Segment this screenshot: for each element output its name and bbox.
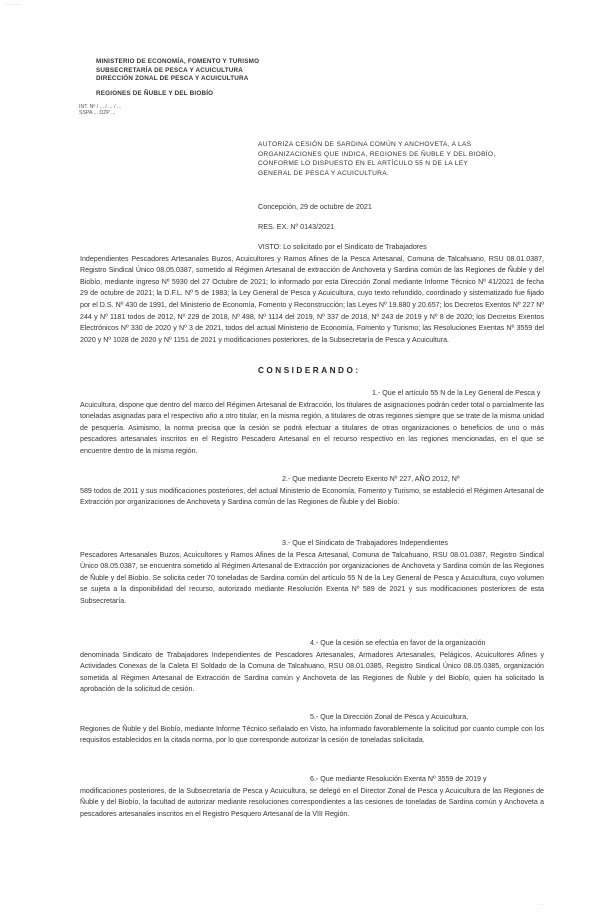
page-number: · ·· · (538, 902, 547, 907)
considerando-1 (80, 388, 544, 455)
considerando-5 (80, 712, 544, 758)
visto-paragraph (80, 242, 544, 344)
resolution-date: Concepción, 29 de octubre de 2021 (258, 202, 372, 211)
header-direccion: DIRECCIÓN ZONAL DE PESCA Y ACUICULTURA (96, 75, 249, 83)
header-reference-line-2: SSPA ... DZP ... (79, 110, 116, 117)
resolution-number: RES. EX. Nº 0143/2021 (258, 222, 335, 231)
considerando-3 (80, 538, 544, 618)
title-line: GENERAL DE PESCA Y ACUICULTURA. (258, 169, 390, 177)
considerando-6 (80, 774, 544, 822)
considerando-lead: 2.- Que mediante Decreto Exento Nº 227, AÑO 2012, Nº (282, 475, 460, 483)
considerando-body: 589 todos de 2011 y sus modificaciones posteriores, del actual Ministerio de Economía, Fomento y Turismo, se estableció el Régimen Artesanal de Extracción por organizaciones de Anchoveta y Sardina común de las Regiones de Ñuble y del Biobío. (80, 486, 544, 507)
considerando-lead: 4.- Que la cesión se efectúa en favor de la organización (310, 639, 486, 647)
document-header (96, 58, 306, 98)
considerando-lead: 5.- Que la Dirección Zonal de Pesca y Acuicultura, (310, 713, 469, 721)
considerando-4 (80, 638, 544, 694)
visto-body: Independientes Pescadores Artesanales Buzos, Acuicultores y Ramos Afines de la Pesca Artesanal, Comuna de Talcahuano, RSU 08.01.0387, Registro Sindical Único 08.05.0387, sometido al Régimen Artesanal de extracción de Anchoveta y Sardina común de las Regiones de Ñuble y del Biobío, mediante ingreso Nº 5930 del 27 Octubre de 2021; lo informado por esta Dirección Zonal mediante Informe Técnico Nº 41/2021 de fecha 29 de octubre de 2021; la D.F.L. Nº 5 de 1983; la Ley General de Pesca y Acuicultura, cuyo texto refundido, coordinado y sistematizado fue fijado por el D.S. Nº 430 de 1991, del Ministerio de Economía, Fomento y Reconstrucción; las Leyes Nº 19.880 y 20.657; los Decretos Exentos Nº 227 Nº 244 y Nº 1181 todos de 2012, Nº 229 de 2018, Nº 498, Nº 1114 del 2019, Nº 337 de 2018, Nº 243 de 2019 y Nº 8 de 2020; los Decretos Exentos Electrónicos Nº 330 de 2020 y Nº 3 de 2021, todos del actual Ministerio de Economía, Fomento y Turismo; las Resoluciones Exentas Nº 3559 del 2020 y Nº 1028 de 2020 y Nº 1151 de 2021 y modificaciones posteriores, de la Subsecretaría de Pesca y Acuicultura. (80, 254, 544, 344)
header-subsecretaria: SUBSECRETARÍA DE PESCA Y ACUICULTURA (96, 66, 244, 74)
visto-lead: VISTO: Lo solicitado por el Sindicato de Trabajadores (258, 243, 427, 251)
header-ministry: MINISTERIO DE ECONOMÍA, FOMENTO Y TURISMO (96, 58, 260, 65)
considerando-lead: 3.- Que el Sindicato de Trabajadores Independientes (282, 539, 449, 547)
considerando-2 (80, 474, 544, 520)
header-regions: REGIONES DE ÑUBLE Y DEL BIOBÍO (96, 89, 214, 97)
resolution-title (258, 140, 548, 178)
title-line: CONFORME LO DISPUESTO EN EL ARTÍCULO 55 N DE LA LEY (258, 160, 469, 168)
corner-mark: ·· ··· ·· ·· (4, 2, 22, 7)
considerando-heading: CONSIDERANDO: (258, 366, 361, 375)
considerando-body: Regiones de Ñuble y del Biobío, mediante Informe Técnico señalado en Visto, ha informado favorablemente la solicitud por cuanto cumple con los requisitos establecidos en la citada norma, por lo que corresponde autorizar la cesión de toneladas solicitada. (80, 724, 544, 745)
title-line: AUTORIZA CESIÓN DE SARDINA COMÚN Y ANCHOVETA, A LAS (258, 141, 472, 148)
considerando-body: denominada Sindicato de Trabajadores Independientes de Pescadores Artesanales, Armadores Artesanales, Pelágicos, Acuicultores Afines y Actividades Conexas de la Caleta El Soldado de la Comuna de Talcahuano, RSU 08.01.0385, Registro Sindical Único 08.05.0385, organización sometida al Régimen Artesanal de Extracción de Sardina común y Anchoveta de las Regiones de Ñuble y del Biobío, quien ha solicitado la aprobación de la solicitud de cesión. (80, 650, 544, 694)
considerando-lead: 6.- Que mediante Resolución Exenta Nº 3559 de 2019 y (310, 775, 487, 783)
header-reference-block (79, 104, 319, 116)
considerando-lead: 1.- Que el artículo 55 N de la Ley General de Pesca y (372, 389, 541, 397)
considerando-body: Pescadores Artesanales Buzos, Acuicultores y Ramos Afines de la Pesca Artesanal, Comuna de Talcahuano, RSU 08.01.0387, Registro Sindical Único 08.05.0387, se encuentra sometido al Régimen Artesanal de Extracción por organizaciones de Anchoveta y Sardina común de las Regiones de Ñuble y del Biobío. Se solicita ceder 70 toneladas de Sardina común del artículo 55 N de la Ley General de Pesca y Acuicultura, cuyo volumen se sujeta a la disponibilidad del recurso, autorizado mediante Resolución Exenta Nº 589 de 2021 y sus modificaciones posteriores de esta Subsecretaría. (80, 550, 544, 605)
header-reference-line-1: INT. Nº / ... / ... / ... (79, 104, 122, 110)
considerando-body: modificaciones posteriores, de la Subsecretaría de Pesca y Acuicultura, se delegó en el Director Zonal de Pesca y Acuicultura de las Regiones de Ñuble y del Biobío, la facultad de autorizar mediante resoluciones correspondientes a las cesiones de toneladas de Sardina común y Anchoveta a pescadores artesanales inscritos en el Registro Pesquero Artesanal de la VIII Región. (80, 786, 544, 818)
considerando-body: Acuicultura, dispone que dentro del marco del Régimen Artesanal de Extracción, los titulares de asignaciones podrán ceder total o parcialmente las toneladas asignadas para el respectivo año a otro titular, en la misma región, a titulares de otras regiones siempre que se trate de la misma unidad de pesquería. Asimismo, la norma precisa que la cesión se podrá efectuar a titulares de otras organizaciones o beneficios de uno o más pescadores artesanales inscritos en el Registro Pescadero Artesanal en el recurso respectivo en las regiones mencionadas, en el que se encuentre dentro de la misma región. (80, 400, 544, 455)
title-line: ORGANIZACIONES QUE INDICA, REGIONES DE ÑUBLE Y DEL BIOBÍO, (258, 150, 496, 158)
